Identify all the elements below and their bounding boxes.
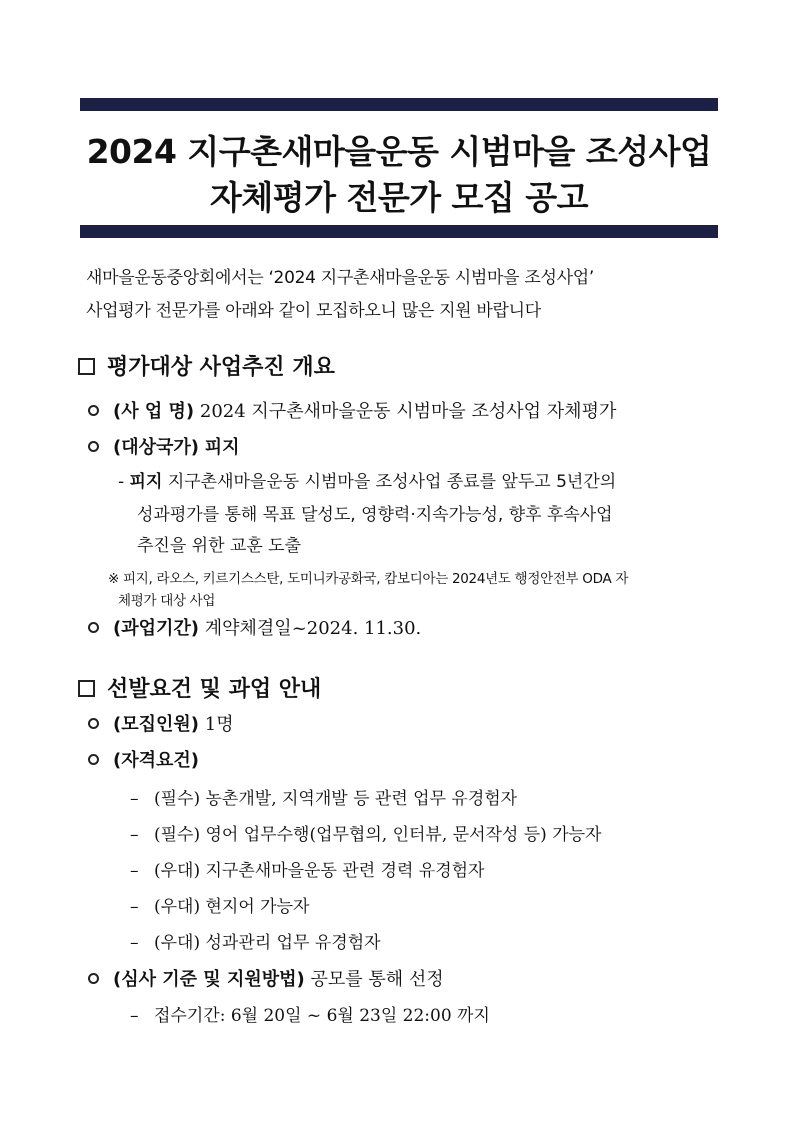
requirement-item — [130, 856, 484, 881]
item-label: (자격요건) — [113, 750, 200, 771]
item-label: (심사 기준 및 지원방법) — [113, 969, 305, 990]
section-heading-text: 선발요건 및 과업 안내 — [107, 677, 322, 702]
requirement-item — [130, 820, 601, 845]
note-line1: ※ 피지, 라오스, 키르기스스탄, 도미니카공화국, 캄보디아는 2024년도 행정안전부 ODA 자 — [108, 571, 629, 587]
requirement-item — [130, 928, 381, 953]
dash-bullet: – — [130, 861, 139, 881]
requirement-text: (필수) 농촌개발, 지역개발 등 관련 업무 유경험자 — [154, 789, 518, 809]
fiji-description-line2: 성과평가를 통해 목표 달성도, 영향력·지속가능성, 향후 후속사업 — [137, 505, 613, 525]
deadline-text: 접수기간: 6월 20일 ~ 6월 23일 22:00 까지 — [154, 1006, 490, 1026]
item-label: (사 업 명) — [113, 401, 195, 422]
item-value: 2024 지구촌새마을운동 시범마을 조성사업 자체평가 — [199, 401, 617, 422]
circle-bullet-icon — [88, 441, 99, 452]
recruit-count — [88, 710, 234, 736]
circle-bullet-icon — [88, 973, 99, 984]
requirement-text: (필수) 영어 업무수행(업무협의, 인터뷰, 문서작성 등) 가능자 — [154, 825, 602, 845]
requirement-text: (우대) 지구촌새마을운동 관련 경력 유경험자 — [154, 861, 485, 881]
fiji-description-line3: 추진을 위한 교훈 도출 — [137, 536, 302, 556]
title-top-rule — [80, 98, 718, 111]
item-value: 1명 — [204, 714, 234, 735]
section-heading-text: 평가대상 사업추진 개요 — [107, 355, 335, 380]
item-value: 피지 — [204, 437, 240, 458]
fiji-label: 피지 — [129, 472, 163, 492]
checkbox-square-icon — [78, 680, 95, 697]
overview-target-country — [88, 433, 240, 459]
selection-method — [88, 965, 444, 991]
dash-bullet: - — [118, 472, 125, 492]
requirement-item — [130, 892, 309, 917]
title-bottom-rule — [80, 225, 718, 238]
item-label: (모집인원) — [113, 714, 200, 735]
overview-period — [88, 614, 421, 640]
dash-bullet: – — [130, 933, 139, 953]
note-line2: 체평가 대상 사업 — [118, 593, 216, 609]
intro-line1: 새마을운동중앙회에서는 ‘2024 지구촌새마을운동 시범마을 조성사업’ — [86, 268, 594, 288]
overview-project-name — [88, 397, 616, 423]
circle-bullet-icon — [88, 754, 99, 765]
circle-bullet-icon — [88, 718, 99, 729]
intro-line2: 사업평가 전문가를 아래와 같이 모집하오니 많은 지원 바랍니다 — [86, 301, 541, 321]
item-label: (과업기간) — [113, 618, 200, 639]
circle-bullet-icon — [88, 622, 99, 633]
item-value: 계약체결일~2024. 11.30. — [204, 618, 422, 639]
item-value: 공모를 통해 선정 — [310, 969, 444, 990]
qualifications — [88, 746, 199, 772]
dash-bullet: – — [130, 789, 139, 809]
fiji-text: 지구촌새마을운동 시범마을 조성사업 종료를 앞두고 5년간의 — [167, 472, 617, 492]
requirement-text: (우대) 현지어 가능자 — [154, 897, 310, 917]
dash-bullet: – — [130, 825, 139, 845]
requirement-item — [130, 784, 517, 809]
page-title-line2: 자체평가 전문가 모집 공고 — [209, 178, 589, 217]
circle-bullet-icon — [88, 405, 99, 416]
section-heading-requirements — [78, 672, 321, 703]
dash-bullet: – — [130, 897, 139, 917]
section-heading-overview — [78, 350, 335, 381]
dash-bullet: – — [130, 1006, 139, 1026]
requirement-text: (우대) 성과관리 업무 유경험자 — [154, 933, 381, 953]
checkbox-square-icon — [78, 358, 95, 375]
page-title-line1: 2024 지구촌새마을운동 시범마을 조성사업 — [86, 132, 712, 171]
application-deadline — [130, 1001, 490, 1026]
fiji-description-line1 — [118, 467, 616, 492]
item-label: (대상국가) — [113, 437, 200, 458]
